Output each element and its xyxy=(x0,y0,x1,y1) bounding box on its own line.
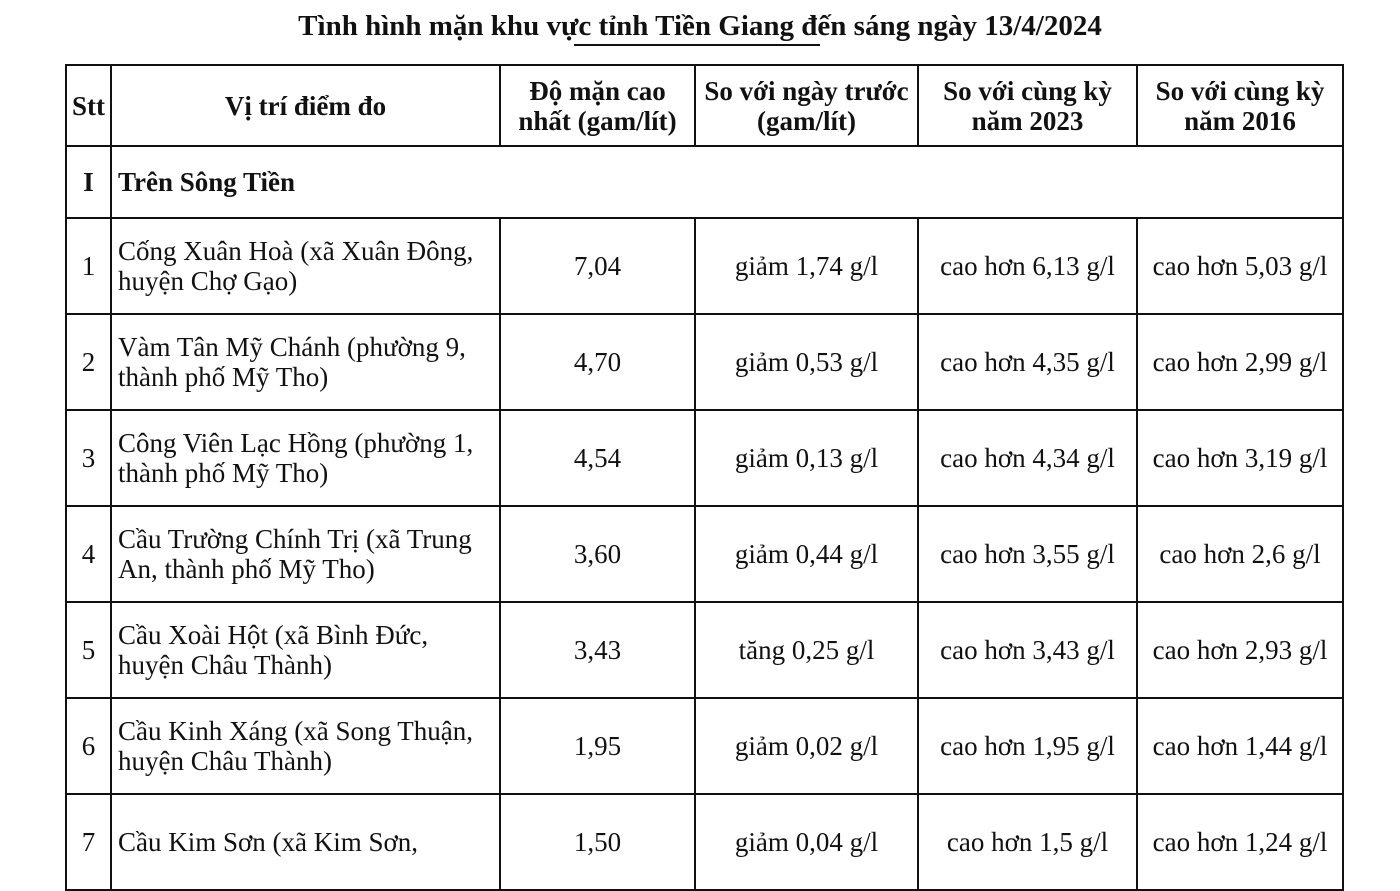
header-vs-previous-day: So với ngày trước (gam/lít) xyxy=(695,65,918,146)
cell-vs-2023: cao hơn 6,13 g/l xyxy=(918,218,1137,314)
cell-vs-2016: cao hơn 2,93 g/l xyxy=(1137,602,1343,698)
cell-stt: 4 xyxy=(66,506,111,602)
cell-vs-2016: cao hơn 1,24 g/l xyxy=(1137,794,1343,890)
section-number: I xyxy=(66,146,111,218)
cell-location: Cống Xuân Hoà (xã Xuân Đông, huyện Chợ Gạo) xyxy=(111,218,500,314)
cell-vs-2023: cao hơn 4,34 g/l xyxy=(918,410,1137,506)
cell-location: Cầu Trường Chính Trị (xã Trung An, thành phố Mỹ Tho) xyxy=(111,506,500,602)
table-row xyxy=(66,314,1343,410)
cell-vs-2023: cao hơn 3,43 g/l xyxy=(918,602,1137,698)
cell-vs-2016: cao hơn 2,99 g/l xyxy=(1137,314,1343,410)
cell-location: Công Viên Lạc Hồng (phường 1, thành phố Mỹ Tho) xyxy=(111,410,500,506)
cell-location: Cầu Kim Sơn (xã Kim Sơn, xyxy=(111,794,500,890)
cell-stt: 5 xyxy=(66,602,111,698)
cell-stt: 6 xyxy=(66,698,111,794)
table-row xyxy=(66,506,1343,602)
cell-max-salinity: 7,04 xyxy=(500,218,695,314)
cell-location: Vàm Tân Mỹ Chánh (phường 9, thành phố Mỹ Tho) xyxy=(111,314,500,410)
section-title: Trên Sông Tiền xyxy=(111,146,1343,218)
cell-vs-2023: cao hơn 1,95 g/l xyxy=(918,698,1137,794)
table-row xyxy=(66,218,1343,314)
cell-max-salinity: 4,70 xyxy=(500,314,695,410)
cell-vs-previous-day: giảm 1,74 g/l xyxy=(695,218,918,314)
cell-vs-2023: cao hơn 1,5 g/l xyxy=(918,794,1137,890)
cell-stt: 1 xyxy=(66,218,111,314)
page-title: Tình hình mặn khu vực tỉnh Tiền Giang đến sáng ngày 13/4/2024 xyxy=(298,10,1102,42)
cell-stt: 3 xyxy=(66,410,111,506)
cell-vs-previous-day: giảm 0,53 g/l xyxy=(695,314,918,410)
cell-vs-previous-day: giảm 0,02 g/l xyxy=(695,698,918,794)
table-row xyxy=(66,602,1343,698)
cell-vs-previous-day: tăng 0,25 g/l xyxy=(695,602,918,698)
table-row xyxy=(66,410,1343,506)
cell-max-salinity: 3,60 xyxy=(500,506,695,602)
cell-vs-previous-day: giảm 0,44 g/l xyxy=(695,506,918,602)
cell-vs-2023: cao hơn 4,35 g/l xyxy=(918,314,1137,410)
table-row xyxy=(66,698,1343,794)
cell-max-salinity: 3,43 xyxy=(500,602,695,698)
cell-vs-2016: cao hơn 5,03 g/l xyxy=(1137,218,1343,314)
header-max-salinity: Độ mặn cao nhất (gam/lít) xyxy=(500,65,695,146)
cell-vs-2016: cao hơn 2,6 g/l xyxy=(1137,506,1343,602)
header-stt: Stt xyxy=(66,65,111,146)
cell-max-salinity: 1,50 xyxy=(500,794,695,890)
header-location: Vị trí điểm đo xyxy=(111,65,500,146)
salinity-table xyxy=(65,64,1344,891)
header-vs-2016: So với cùng kỳ năm 2016 xyxy=(1137,65,1343,146)
table-header-row xyxy=(66,65,1343,146)
section-row xyxy=(66,146,1343,218)
table-row xyxy=(66,794,1343,890)
cell-vs-previous-day: giảm 0,13 g/l xyxy=(695,410,918,506)
cell-vs-previous-day: giảm 0,04 g/l xyxy=(695,794,918,890)
cell-max-salinity: 4,54 xyxy=(500,410,695,506)
cell-vs-2016: cao hơn 1,44 g/l xyxy=(1137,698,1343,794)
title-underline xyxy=(574,44,820,46)
header-vs-2023: So với cùng kỳ năm 2023 xyxy=(918,65,1137,146)
cell-location: Cầu Kinh Xáng (xã Song Thuận, huyện Châu Thành) xyxy=(111,698,500,794)
cell-vs-2016: cao hơn 3,19 g/l xyxy=(1137,410,1343,506)
cell-stt: 2 xyxy=(66,314,111,410)
cell-location: Cầu Xoài Hột (xã Bình Đức, huyện Châu Thành) xyxy=(111,602,500,698)
cell-stt: 7 xyxy=(66,794,111,890)
cell-vs-2023: cao hơn 3,55 g/l xyxy=(918,506,1137,602)
cell-max-salinity: 1,95 xyxy=(500,698,695,794)
